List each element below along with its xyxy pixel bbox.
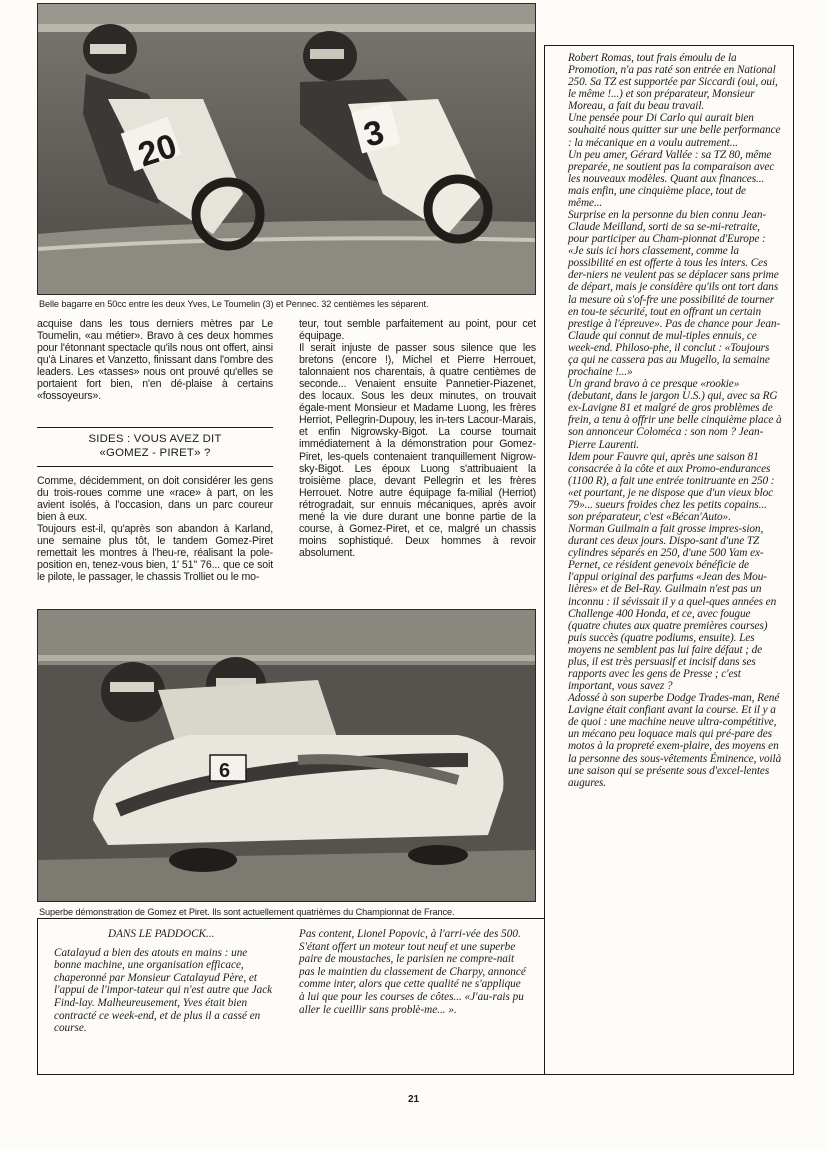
paddock-title: DANS LE PADDOCK... xyxy=(108,928,215,940)
sides-heading-line1: SIDES : VOUS AVEZ DIT xyxy=(88,433,222,445)
right-paragraph-dicarlo: Une pensée pour Di Carlo qui aurait bien souhaité nous quitter sur une belle performance : la mécanique en a voulu autrement... xyxy=(568,112,781,149)
right-paragraph-lavigne: Adossé à son superbe Dodge Trades-man, René Lavigne était confiant avant la course. Et il y a de quoi : une machine neuve ultra-compétitive, un mécano peu loquace mais qui pré-pare des motos à la propreté exem-plaire, des moyens en la personne des sous-vêtements Éminence, voilà une saison qui se présente sous d'excel-lentes augures. xyxy=(568,692,782,789)
middle-paragraph-2: Il serait injuste de passer sous silence que les bretons (encore !), Michel et Pierre Herrouet, talonnaient nos charentais, à quatre centièmes de seconde... Venaient ensuite Pannetier-Piazenet, des locaux. Sous les deux minutes, on trouvait égale-ment Monsieur et Madame Luong, les frères Herriot, Pellegrin-Dupouy, les in-ters Lacour-Marais, et enfin Nigrowsky-Bigot. La course tournait immédiatement à la démonstration pour Gomez-Piret, les-quels contenaient tranquillement Nigrow-sky-Bigot. Les époux Luong s'attribuaient la troisième place, devant Pellegrin et les frères Herrouet. Notre autre équipage fa-milial (Herriot) rétrogradait, sur ennuis mécaniques, après avoir mené la vie dure durant une bonne partie de la course, à Gomez-Piret, et ce, malgré un chassis moins sophistiqué. Deux hommes à revoir absolument. xyxy=(299,342,536,559)
paddock-middle-column xyxy=(299,928,529,1016)
left-intro-text: acquise dans les tous derniers mètres par Le Toumelin, «au métier». Bravo à ces deux hommes pour l'étonnant spectacle qu'ils nous ont offert, ainsi qu'à Linares et Vanzetto, finissant dans l'ombre des leaders. Les «tasses» nous ont prouvé qu'elles se portaient fort bien, n'en dé-plaise à certains «fossoyeurs». xyxy=(37,318,273,403)
photo-sidecar-image xyxy=(38,610,535,901)
sides-heading xyxy=(37,432,273,460)
page-number: 21 xyxy=(407,1094,420,1105)
middle-paragraph-1: teur, tout semble parfaitement au point, pour cet équipage. xyxy=(299,318,536,343)
paddock-left-column xyxy=(54,928,276,1035)
rider-right-number: 3 xyxy=(359,112,388,155)
right-paragraph-fauvre: Idem pour Fauvre qui, après une saison 81 consacrée à la côte et aux Promo-endurances (1100 R), a fait une entrée tonitruante en 250 : «et pourtant, je ne dispose que d'un vieux bloc 79»... sueurs froides chez les petits copains... son préparateur, c'est «Bécan'Auto». xyxy=(568,450,775,523)
right-sidebar-text xyxy=(568,52,782,789)
sides-heading-rule-top xyxy=(37,427,273,428)
sides-heading-rule-bottom xyxy=(37,466,273,467)
right-paragraph-meilland: Surprise en la personne du bien connu Jean-Claude Meilland, sorti de sa se-mi-retraite, pour participer au Cham-pionnat d'Europe : «Je suis ici hors classement, comme la possibilité en est offerte à tous les inters. Ces der-niers ne veulent pas se déplacer sans prime de départ, mais je considère qu'ils ont tort dans la mesure où s'of-fre une possibilité de tourner en tou-te sécurité, tout en offrant un certain prestige à l'épreuve». Pas de chance pour Jean-Claude qui connut de mul-tiples ennuis, ce week-end. Philoso-phe, il conclut : «Toujours ça qui ne cassera pas au Mugello, la semaine prochaine !...» xyxy=(568,209,781,379)
right-paragraph-guilmain: Norman Guilmain a fait grosse impres-sion, durant ces deux jours. Dispo-sant d'une TZ cylindres séparés en 250, d'une 500 Yam ex-Pernet, ce résident genevoix bénéficie de l'appui original des parfums «Jean des Mou-lières» et de Bel-Ray. Guilmain n'est pas un inconnu : il sévissait il y a quel-ques années en Challenge 400 Honda, et ce, avec fougue (quatre chutes aux quatre premières courses) puis succès (quatre podiums, ensuite). Les moyens ne semblent pas lui faire défaut ; de plus, il est très persuasif et incisif dans ses rapports avec les gens de Presse ; c'est important, vous savez ? xyxy=(568,523,777,693)
sides-paragraph-1: Comme, décidemment, on doit considérer les gens du trois-roues comme une «race» à part, on les avient isolés, à l'occasion, dans un parc coureur bien à eux. xyxy=(37,475,273,524)
paddock-popovic-text: Pas content, Lionel Popovic, à l'arri-vée des 500. S'étant offert un moteur tout neuf et une superbe paire de moustaches, le parisien ne compre-nait pas le maintien du classement de Charpy, annoncé comme inter, alors que cette qualité ne s'applique à lui que pour les courses de côtes... «J'au-rais pu aller le cueillir sans problè-me... ». xyxy=(299,928,526,1016)
right-paragraph-romas: Robert Romas, tout frais émoulu de la Promotion, n'a pas raté son entrée en National 250. Sa TZ est supportée par Siccardi (oui, oui, le même !...) et son préparateur, Monsieur Moreau, a fait du beau travail. xyxy=(568,52,778,113)
photo-50cc-race-image xyxy=(38,4,535,294)
rider-left-number: 20 xyxy=(133,126,182,175)
sides-paragraph-2: Toujours est-il, qu'après son abandon à Karland, une semaine plus tôt, le tandem Gomez-Piret remettait les montres à l'heu-re, réalisant la pole-position en, tenez-vous bien, 1' 51'' 76... que ce soit le pilote, le passager, le chassis Trolliet ou le mo- xyxy=(37,523,273,584)
right-paragraph-vallee: Un peu amer, Gérard Vallée : sa TZ 80, même preparée, ne soutient pas la comparaison avec les nouveaux modèles. Quant aux finances... mais enfin, une cinquième place, tout de même... xyxy=(568,148,775,209)
paddock-catalayud-text: Catalayud a bien des atouts en mains : une bonne machine, une organisation efficace, chaperonné par Monsieur Catalayud Père, et l'appui de l'impor-tateur qui n'est autre que Jack Find-lay. Malheureusement, Yves était bien contracté ce week-end, et de plus il a cassé en course. xyxy=(54,946,273,1035)
photo-50cc-caption: Belle bagarre en 50cc entre les deux Yves, Le Toumelin (3) et Pennec. 32 centièmes les séparent. xyxy=(39,299,429,309)
photo-sidecar xyxy=(37,609,536,902)
middle-column xyxy=(299,318,536,559)
left-column-intro xyxy=(37,318,273,402)
photo-sidecar-caption: Superbe démonstration de Gomez et Piret. Ils sont actuellement quatrièmes du Championnat de France. xyxy=(39,907,455,917)
sides-heading-line2: «GOMEZ - PIRET» ? xyxy=(99,447,211,459)
photo-50cc-race xyxy=(37,3,536,295)
sidecar-number: 6 xyxy=(219,760,231,782)
right-paragraph-laurenti: Un grand bravo à ce presque «rookie» (debutant, dans le jargon U.S.) qui, avec sa RG ex-Lavigne 81 et malgré de gros problèmes de frein, a tenu à offrir une belle cinquième place à son annonceur Coloméca : son nom ? Jean-Pierre Laurenti. xyxy=(568,378,782,451)
left-column-sides xyxy=(37,475,273,583)
